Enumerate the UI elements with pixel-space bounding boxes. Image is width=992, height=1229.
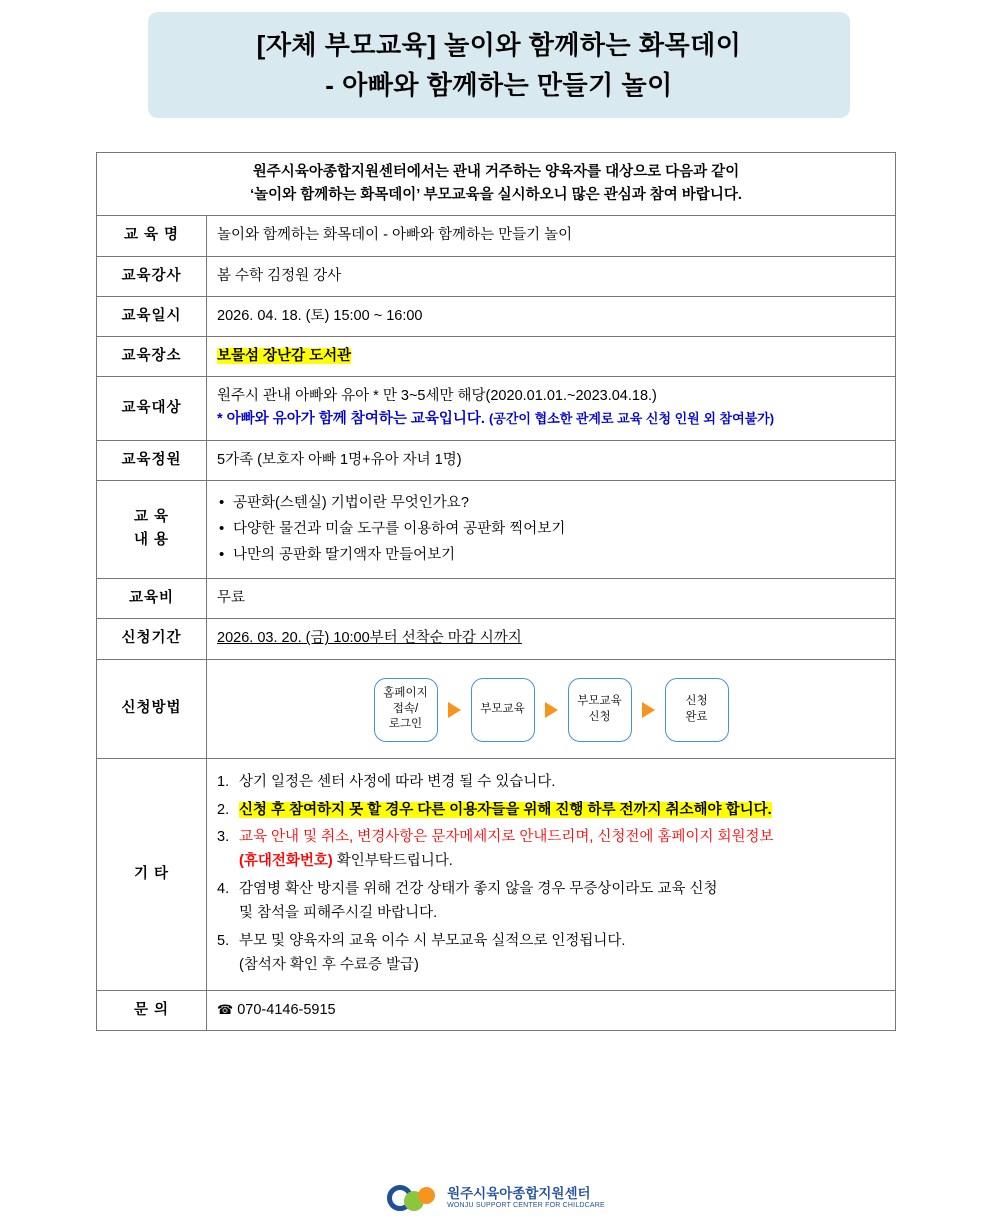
etc-item-1-num: 1. xyxy=(217,773,230,790)
target-line1: 원주시 관내 아빠와 유아 * 만 3~5세만 해당(2020.01.01.~2023.04.18.) xyxy=(217,388,657,405)
telephone-icon: ☎ xyxy=(217,1002,234,1017)
target-line2 xyxy=(217,408,885,431)
table-row-course-name xyxy=(97,216,896,256)
arrow-right-icon xyxy=(545,702,558,718)
flow-step-4-line1: 신청 xyxy=(685,695,708,708)
flow-step-1-line3: 로그인 xyxy=(388,718,423,731)
content-bullet-list xyxy=(217,492,885,568)
course-info-table xyxy=(96,152,896,1031)
label-place: 교육장소 xyxy=(97,336,207,376)
etc-item-4-num: 4. xyxy=(217,881,230,898)
apply-flow-diagram xyxy=(217,668,885,750)
value-datetime: 2026. 04. 18. (토) 15:00 ~ 16:00 xyxy=(207,296,896,336)
target-line2-note: (공간이 협소한 관계로 교육 신청 인원 외 참여불가) xyxy=(488,411,775,427)
label-fee: 교육비 xyxy=(97,579,207,619)
flow-step-4-line2: 완료 xyxy=(685,710,708,723)
table-row-target xyxy=(97,377,896,440)
label-content-line1: 교 육 xyxy=(133,509,170,526)
value-apply-period: 2026. 03. 20. (금) 10:00부터 선착순 마감 시까지 xyxy=(217,630,522,647)
etc-item-1-text: 상기 일정은 센터 사정에 따라 변경 될 수 있습니다. xyxy=(239,773,556,790)
flow-step-3-line2: 신청 xyxy=(588,710,611,723)
label-contact: 문 의 xyxy=(97,991,207,1031)
value-contact-cell xyxy=(207,991,896,1031)
intro-line1: 원주시육아종합지원센터에서는 관내 거주하는 양육자를 대상으로 다음과 같이 xyxy=(252,164,740,180)
flow-step-4 xyxy=(665,678,729,742)
value-capacity: 5가족 (보호자 아빠 1명+유아 자녀 1명) xyxy=(207,440,896,480)
list-item xyxy=(217,878,885,926)
value-apply-method-cell xyxy=(207,659,896,758)
footer-logo xyxy=(0,1181,992,1215)
label-instructor: 교육강사 xyxy=(97,256,207,296)
etc-item-3-num: 3. xyxy=(217,829,230,846)
intro-cell xyxy=(97,153,896,216)
label-content-line2: 내 용 xyxy=(133,532,170,549)
target-line2-main: * 아빠와 유아가 함께 참여하는 교육입니다. xyxy=(217,411,485,428)
table-row-fee xyxy=(97,579,896,619)
list-item: • 공판화(스텐실) 기법이란 무엇인가요? xyxy=(217,492,885,515)
list-item xyxy=(217,771,885,795)
label-target: 교육대상 xyxy=(97,377,207,440)
value-target-cell xyxy=(207,377,896,440)
etc-item-5-num: 5. xyxy=(217,933,230,950)
value-instructor: 봄 수학 김정원 강사 xyxy=(207,256,896,296)
etc-item-5-line2: (참석자 확인 후 수료증 발급) xyxy=(239,957,419,974)
etc-item-3-line1: 교육 안내 및 취소, 변경사항은 문자메세지로 안내드리며, 신청전에 홈페이지 회원정보 xyxy=(239,829,774,846)
etc-item-5-line1: 부모 및 양육자의 교육 이수 시 부모교육 실적으로 인정됩니다. xyxy=(239,933,626,950)
label-etc: 기 타 xyxy=(97,758,207,990)
etc-item-3-line2-a: (휴대전화번호) xyxy=(239,853,333,870)
etc-numbered-list xyxy=(217,771,885,978)
label-capacity: 교육정원 xyxy=(97,440,207,480)
header-title-line2: - 아빠와 함께하는 만들기 놀이 xyxy=(325,70,673,100)
label-course-name: 교 육 명 xyxy=(97,216,207,256)
header-title-line1: [자체 부모교육] 놀이와 함께하는 화목데이 xyxy=(256,29,742,60)
value-course-name: 놀이와 함께하는 화목데이 - 아빠와 함께하는 만들기 놀이 xyxy=(207,216,896,256)
list-item xyxy=(217,799,885,823)
etc-item-2-num: 2. xyxy=(217,801,230,818)
label-datetime: 교육일시 xyxy=(97,296,207,336)
flow-step-1 xyxy=(374,678,438,742)
arrow-right-icon xyxy=(642,702,655,718)
value-place-cell xyxy=(207,336,896,376)
flow-step-3-line1: 부모교육 xyxy=(577,695,622,708)
label-apply-period: 신청기간 xyxy=(97,619,207,659)
list-item xyxy=(217,826,885,874)
flow-step-2 xyxy=(471,678,535,742)
arrow-right-icon xyxy=(448,702,461,718)
label-apply-method: 신청방법 xyxy=(97,659,207,758)
flow-step-1-line2: 접속/ xyxy=(392,702,419,715)
etc-item-4-line2: 및 참석을 피해주시길 바랍니다. xyxy=(239,905,438,922)
value-apply-period-cell xyxy=(207,619,896,659)
value-place: 보물섬 장난감 도서관 xyxy=(217,347,352,364)
etc-item-3-line2-b: 확인부탁드립니다. xyxy=(336,853,453,870)
etc-item-2-text: 신청 후 참여하지 못 할 경우 다른 이용자들을 위해 진행 하루 전까지 취소해야 합니다. xyxy=(239,801,772,818)
value-fee: 무료 xyxy=(207,579,896,619)
center-logo-icon xyxy=(387,1181,439,1215)
footer-org-text xyxy=(447,1186,605,1210)
flow-step-2-line1: 부모교육 xyxy=(480,702,525,715)
value-etc-cell xyxy=(207,758,896,990)
table-row-intro xyxy=(97,153,896,216)
etc-item-4-line1: 감염병 확산 방지를 위해 건강 상태가 좋지 않을 경우 무증상이라도 교육 신청 xyxy=(239,881,718,898)
table-row-place xyxy=(97,336,896,376)
value-content-cell xyxy=(207,480,896,579)
flow-step-1-line1: 홈페이지 xyxy=(383,687,428,700)
flow-step-3 xyxy=(568,678,632,742)
table-row-capacity xyxy=(97,440,896,480)
intro-line2: ‘놀이와 함께하는 화목데이’ 부모교육을 실시하오니 많은 관심과 참여 바랍니다. xyxy=(250,187,742,204)
list-item: • 다양한 물건과 미술 도구를 이용하여 공판화 찍어보기 xyxy=(217,518,885,541)
header-banner xyxy=(148,12,850,118)
table-row-apply-method xyxy=(97,659,896,758)
table-row-etc xyxy=(97,758,896,990)
list-item: • 나만의 공판화 딸기액자 만들어보기 xyxy=(217,544,885,567)
list-item xyxy=(217,930,885,978)
etc-item-3-line2 xyxy=(239,850,885,874)
footer-org-kr: 원주시육아종합지원센터 xyxy=(447,1186,591,1202)
table-row-instructor xyxy=(97,256,896,296)
value-contact-number: 070-4146-5915 xyxy=(237,1002,336,1018)
table-row-apply-period xyxy=(97,619,896,659)
table-row-content xyxy=(97,480,896,579)
label-content xyxy=(97,480,207,579)
table-row-contact xyxy=(97,991,896,1031)
table-row-datetime xyxy=(97,296,896,336)
footer-org-en: WONJU SUPPORT CENTER FOR CHILDCARE xyxy=(447,1201,605,1209)
